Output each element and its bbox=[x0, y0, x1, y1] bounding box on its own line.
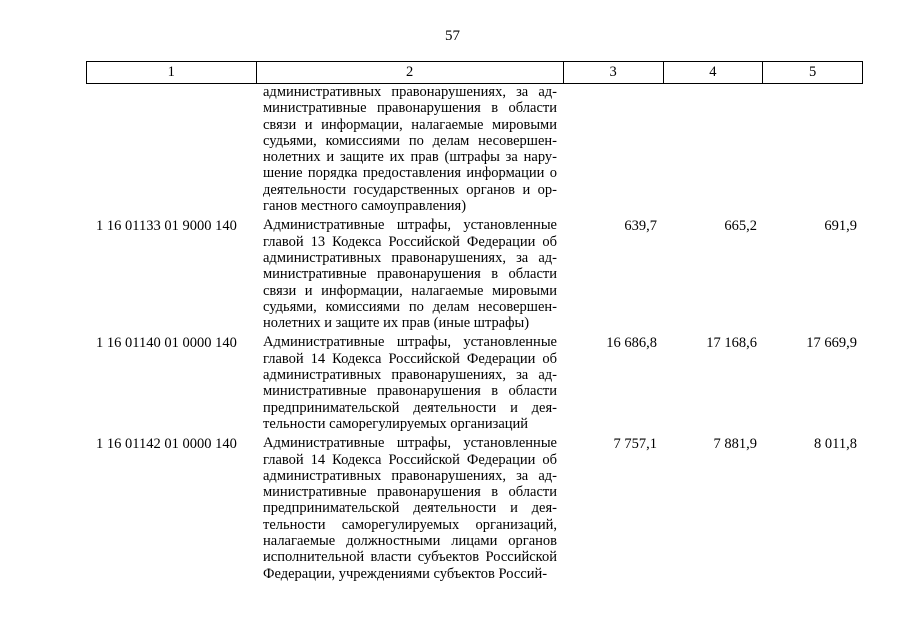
value-col-4 bbox=[663, 84, 763, 214]
row-code: 1 16 01142 01 0000 140 bbox=[96, 436, 237, 453]
value-col-4: 17 168,6 bbox=[706, 335, 757, 352]
value-col-5: 8 011,8 bbox=[814, 436, 857, 453]
value-col-3: 639,7 bbox=[624, 218, 657, 235]
value-col-3: 7 757,1 bbox=[613, 436, 657, 453]
table-header-row bbox=[86, 61, 863, 84]
row-code: 1 16 01133 01 9000 140 bbox=[96, 218, 237, 235]
row-code bbox=[86, 84, 255, 214]
value-col-4: 7 881,9 bbox=[713, 436, 757, 453]
value-col-4: 665,2 bbox=[724, 218, 757, 235]
description-line: главой 14 Кодекса Российской Федерации об bbox=[263, 350, 557, 367]
row-description bbox=[255, 217, 563, 331]
description-line: министративные правонарушения в области bbox=[263, 266, 557, 283]
description-line: судьями, комиссиями по делам несовершен- bbox=[263, 132, 557, 149]
description-line: Административные штрафы, установленные bbox=[263, 217, 557, 234]
description-line: Федерации, учреждениями субъектов Россий- bbox=[263, 565, 548, 582]
value-col-5: 17 669,9 bbox=[806, 335, 857, 352]
table-body bbox=[86, 84, 863, 582]
description-line: связи и информации, налагаемые мировыми bbox=[263, 116, 557, 133]
row-description bbox=[255, 334, 563, 432]
description-line: министративные правонарушения в области bbox=[263, 383, 557, 400]
column-header-3: 3 bbox=[563, 62, 663, 83]
description-line: судьями, комиссиями по делам несовершен- bbox=[263, 298, 557, 315]
description-line: связи и информации, налагаемые мировыми bbox=[263, 282, 557, 299]
description-line: ганов местного самоуправления) bbox=[263, 198, 467, 215]
value-col-3: 16 686,8 bbox=[606, 335, 657, 352]
value-col-3 bbox=[563, 84, 663, 214]
description-line: главой 14 Кодекса Российской Федерации об bbox=[263, 451, 557, 468]
description-line: налагаемые должностными лицами органов bbox=[263, 533, 557, 550]
table-row bbox=[86, 334, 863, 432]
column-header-1: 1 bbox=[167, 64, 175, 80]
table-row bbox=[86, 217, 863, 331]
description-line: главой 13 Кодекса Российской Федерации об bbox=[263, 233, 557, 250]
row-description bbox=[255, 84, 563, 214]
description-line: деятельности государственных органов и ор- bbox=[263, 181, 557, 198]
row-description bbox=[255, 435, 563, 582]
description-line: предпринимательской деятельности и дея- bbox=[263, 500, 557, 517]
column-header-5: 5 bbox=[762, 62, 862, 83]
description-line: тельности саморегулируемых организаций bbox=[263, 415, 529, 432]
value-col-5 bbox=[763, 84, 863, 214]
description-line: исполнительной власти субъектов Российской bbox=[263, 549, 557, 566]
description-line: административных правонарушениях, за ад- bbox=[263, 367, 557, 384]
description-line: предпринимательской деятельности и дея- bbox=[263, 399, 557, 416]
description-line: Административные штрафы, установленные bbox=[263, 435, 557, 452]
value-col-5: 691,9 bbox=[824, 218, 857, 235]
column-header-2: 2 bbox=[256, 62, 563, 83]
description-line: административных правонарушениях, за ад- bbox=[263, 467, 557, 484]
description-line: министративные правонарушения в области bbox=[263, 484, 557, 501]
description-line: административных правонарушениях, за ад- bbox=[263, 84, 557, 100]
table-row bbox=[86, 435, 863, 582]
description-line: министративные правонарушения в области bbox=[263, 100, 557, 117]
page-number: 57 bbox=[445, 28, 460, 44]
column-header-4: 4 bbox=[663, 62, 763, 83]
row-code: 1 16 01140 01 0000 140 bbox=[96, 335, 237, 352]
description-line: административных правонарушениях, за ад- bbox=[263, 249, 557, 266]
description-line: шение порядка предоставления информации о bbox=[263, 165, 557, 182]
description-line: тельности саморегулируемых организаций, bbox=[263, 516, 557, 533]
table-row bbox=[86, 84, 863, 214]
description-line: нолетних и защите их прав (штрафы за нару- bbox=[263, 149, 557, 166]
description-line: Административные штрафы, установленные bbox=[263, 334, 557, 351]
description-line: нолетних и защите их прав (иные штрафы) bbox=[263, 315, 530, 332]
